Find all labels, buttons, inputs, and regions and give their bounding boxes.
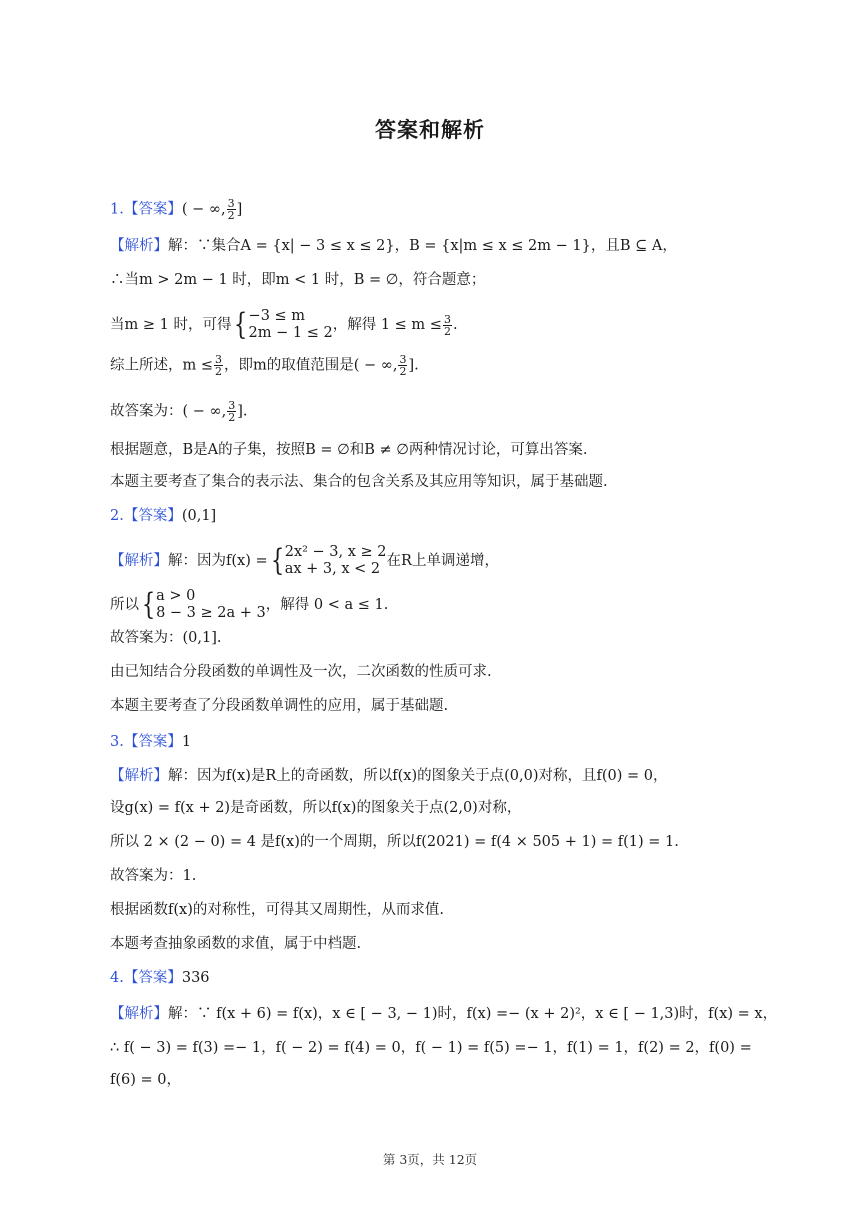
q4-answer-line: 4.【答案】336 xyxy=(110,970,210,986)
q3-analysis-line-4: 故答案为：1. xyxy=(110,868,197,884)
q1-analysis-line-3: 当m ≥ 1 时，可得{ −3 ≤ m 2m − 1 ≤ 2 ，解得 1 ≤ m ≤ $\frac{3}{2}$ . xyxy=(110,307,458,342)
q2-analysis-line-4: 由已知结合分段函数的单调性及一次，二次函数的性质可求. xyxy=(110,664,492,680)
q4-analysis-line-2: ∴ f( − 3) = f(3) =− 1，f( − 2) = f(4) = 0，f( − 1) = f(5) =− 1，f(1) = 1，f(2) = 2，f(0) = xyxy=(110,1040,752,1056)
q1-analysis-line-6: 根据题意，B是A的子集，按照B = ∅和B ≠ ∅两种情况讨论，可算出答案. xyxy=(110,442,588,458)
q2-analysis-line-3: 故答案为：(0,1]. xyxy=(110,630,222,646)
q2-answer-line: 2.【答案】(0,1] xyxy=(110,508,217,524)
q1-analysis-line-1: 【解析】解：∵集合A = {x| − 3 ≤ x ≤ 2}，B = {x|m ≤ x ≤ 2m − 1}，且B ⊆ A， xyxy=(110,238,677,254)
analysis-label: 【解析】 xyxy=(110,238,168,254)
q3-analysis-line-2: 设g(x) = f(x + 2)是奇函数，所以f(x)的图象关于点(2,0)对称， xyxy=(110,800,522,816)
q2-analysis-line-2: 所以{ a > 0 8 − 3 ≥ 2a + 3 ，解得 0 < a ≤ 1. xyxy=(110,587,389,622)
q3-analysis-line-1: 【解析】解：因为f(x)是R上的奇函数，所以f(x)的图象关于点(0,0)对称，且f(0) = 0， xyxy=(110,768,668,784)
q2-analysis-line-5: 本题主要考查了分段函数单调性的应用，属于基础题. xyxy=(110,698,449,714)
q1-number: 1. xyxy=(110,201,124,218)
equation-system: { a > 0 8 − 3 ≥ 2a + 3 xyxy=(141,587,266,622)
q2-analysis-line-1: 【解析】解：因为f(x) ={ 2x² − 3, x ≥ 2 ax + 3, x < 2 在R上单调递增， xyxy=(110,543,499,578)
q1-analysis-line-2: ∴当m > 2m − 1 时，即m < 1 时，B = ∅，符合题意； xyxy=(110,272,486,288)
page-footer: 第 3页，共 12页 xyxy=(382,1152,478,1167)
fraction: $\frac{3}{2}$ xyxy=(227,197,235,222)
q3-answer-line: 3.【答案】1 xyxy=(110,734,192,750)
q1-analysis-line-7: 本题主要考查了集合的表示法、集合的包含关系及其应用等知识，属于基础题. xyxy=(110,474,608,490)
equation-system: { −3 ≤ m 2m − 1 ≤ 2 xyxy=(234,307,333,342)
q3-analysis-line-6: 本题考查抽象函数的求值，属于中档题. xyxy=(110,936,362,952)
q1-analysis-line-4: 综上所述，m ≤ $\frac{3}{2}$ ，即m的取值范围是( − ∞, $\frac{3}{2}$ ]. xyxy=(110,353,419,378)
q1-analysis-line-5: 故答案为：( − ∞, $\frac{3}{2}$ ]. xyxy=(110,399,248,424)
q3-analysis-line-3: 所以 2 × (2 − 0) = 4 是f(x)的一个周期，所以f(2021) = f(4 × 505 + 1) = f(1) = 1. xyxy=(110,834,679,850)
answer-label: 【答案】 xyxy=(123,201,182,218)
q3-analysis-line-5: 根据函数f(x)的对称性，可得其又周期性，从而求值. xyxy=(110,902,444,918)
q4-analysis-line-1: 【解析】解：∵ f(x + 6) = f(x)，x ∈ [ − 3, − 1)时，f(x) =− (x + 2)²，x ∈ [ − 1,3)时，f(x) = x， xyxy=(110,1006,778,1022)
q4-analysis-line-3: f(6) = 0， xyxy=(110,1072,181,1088)
q1-answer-line: 1.【答案】( − ∞, $\frac{3}{2}$ ] xyxy=(110,197,243,222)
page-title: 答案和解析 xyxy=(375,118,485,142)
piecewise-function: { 2x² − 3, x ≥ 2 ax + 3, x < 2 xyxy=(270,543,387,578)
